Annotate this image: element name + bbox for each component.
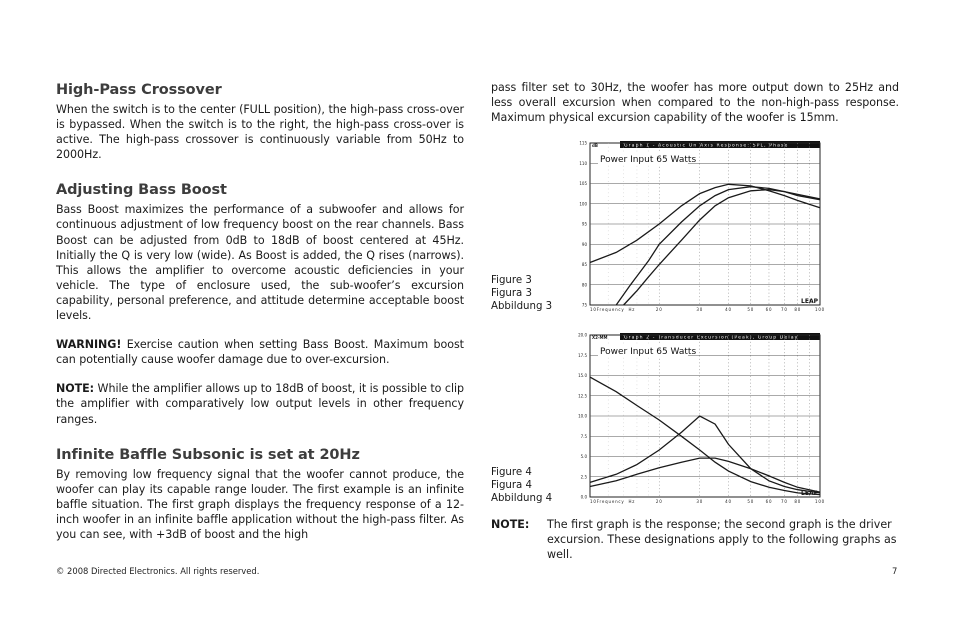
warning-text: Exercise caution when setting Bass Boost. Maximum boost can potentially cause woofer damage due to over-excursion.: [56, 338, 464, 367]
y-tick-label: 75: [581, 302, 587, 308]
y-tick-label: 10.0: [578, 413, 587, 419]
leap-logo: LEAP: [801, 490, 818, 497]
y-tick-label: 0.0: [580, 494, 587, 500]
adjusting-bass-boost-text: Bass Boost maximizes the performance of a subwoofer and allows for continuous adjustment of low frequency boost on the rear channels. Bass Boost can be adjusted from 0dB to 18dB of boost centered at 45Hz. Initially the Q is very low (wide). As Boost is added, the Q rises (narrows). This allows the amplifier to overcome acoustic deficiencies in your vehicle. The type of enclosure used, the sub-woofer’s excursion capability, personal preference, and attitude determine acceptable boost levels.: [56, 203, 464, 323]
y-tick-label: 12.5: [578, 393, 587, 399]
x-tick-label: Hz: [628, 307, 636, 312]
note-text: While the amplifier allows up to 18dB of boost, it is possible to clip the amplifier with comparatively low output levels in other frequency ranges.: [56, 382, 464, 426]
x-tick-label: Frequency: [596, 499, 625, 504]
footer-page-number: 7: [892, 566, 898, 576]
y-tick-label: 20.0: [578, 332, 587, 338]
figure-3-caption: [491, 274, 552, 313]
continued-text: pass filter set to 30Hz, the woofer has more output down to 25Hz and less overall excursion when compared to the non-high-pass response. Maximum physical excursion capability of the woofer is 15mm.: [491, 81, 899, 125]
x-tick-label: 30: [696, 499, 704, 504]
infinite-baffle-heading: Infinite Baffle Subsonic is set at 20Hz: [56, 446, 360, 463]
x-tick-label: 20: [655, 307, 663, 312]
y-tick-label: 100: [579, 201, 587, 207]
note-label: NOTE:: [56, 382, 95, 396]
y-axis-label: X2-MM: [592, 335, 608, 340]
x-tick-label: 80: [794, 307, 802, 312]
bottom-note-text: The first graph is the response; the second graph is the driver excursion. These designations apply to the following graphs as well.: [547, 518, 897, 562]
x-tick-label: 10: [590, 499, 597, 504]
figure-4-en: Figure 4: [491, 467, 532, 478]
y-tick-label: 110: [579, 160, 587, 166]
x-tick-label: 40: [725, 499, 732, 504]
x-tick-label: 70: [781, 307, 788, 312]
leap-logo: LEAP: [801, 298, 818, 305]
infinite-baffle-text: By removing low frequency signal that the woofer cannot produce, the woofer can play its capable range louder. The first example is an infinite baffle situation. The first graph displays the frequency response of a 12-inch woofer in an infinite baffle application without the high-pass filter. As you can see, with +3dB of boost and the high: [56, 467, 464, 541]
x-tick-label: 50: [747, 307, 755, 312]
warning-paragraph: [56, 337, 464, 367]
power-input-annotation: Power Input 65 Watts: [600, 347, 697, 357]
y-tick-label: 115: [579, 140, 587, 146]
x-tick-label: 50: [747, 499, 755, 504]
x-tick-label: 100: [814, 499, 826, 504]
y-tick-label: 95: [581, 221, 587, 227]
y-tick-label: 17.5: [578, 352, 587, 358]
x-tick-label: 60: [765, 307, 773, 312]
y-tick-label: 85: [581, 262, 587, 267]
x-tick-label: Frequency: [596, 307, 625, 312]
series-line-3: [624, 190, 820, 305]
y-axis-label: dB: [592, 143, 598, 148]
chart-title: Graph 2 - Transducer Excursion (Peak), Group Delay: [624, 335, 799, 341]
x-tick-label: Hz: [628, 499, 636, 504]
x-tick-label: 30: [696, 307, 704, 312]
y-tick-label: 105: [579, 181, 587, 186]
figure-4-es: Figura 4: [491, 480, 533, 491]
left-column: [56, 82, 464, 542]
x-tick-label: 60: [765, 499, 773, 504]
high-pass-crossover-text: When the switch is to the center (FULL position), the high-pass cross-over is bypassed. When the switch is to the right, the high-pass cross-over is active. The high-pass crossover is continuously variable from 50Hz to 2000Hz.: [56, 103, 464, 162]
x-tick-label: 40: [725, 307, 732, 312]
figure-4-caption: [491, 466, 552, 505]
figure-4-de: Abbildung 4: [491, 493, 553, 504]
bottom-note: [491, 517, 899, 562]
x-tick-label: 80: [794, 499, 802, 504]
y-tick-label: 80: [581, 282, 587, 288]
note-paragraph: [56, 381, 464, 426]
series-line-1: [590, 184, 820, 262]
y-tick-label: 2.5: [580, 474, 587, 480]
bottom-note-label: NOTE:: [491, 518, 530, 531]
high-pass-crossover-heading: High-Pass Crossover: [56, 82, 222, 98]
graph-1-spl-chart: [574, 137, 824, 315]
warning-label: WARNING!: [56, 338, 122, 352]
adjusting-bass-boost-heading: Adjusting Bass Boost: [56, 182, 227, 199]
footer-copyright: © 2008 Directed Electronics. All rights reserved.: [56, 566, 260, 576]
figure-3-es: Figura 3: [491, 288, 533, 299]
x-tick-label: 10: [590, 307, 597, 312]
chart-title: Graph 1 - Acoustic On Axis Response: SPL, Phase: [624, 143, 789, 149]
x-tick-label: 70: [781, 499, 788, 504]
y-tick-label: 90: [581, 241, 587, 247]
y-tick-label: 5.0: [580, 454, 587, 459]
figure-3-en: Figure 3: [491, 275, 532, 286]
figure-3-de: Abbildung 3: [491, 301, 553, 312]
graph-2-excursion-chart: [574, 329, 824, 507]
power-input-annotation: Power Input 65 Watts: [600, 155, 697, 165]
y-tick-label: 15.0: [578, 373, 587, 378]
x-tick-label: 20: [655, 499, 663, 504]
x-tick-label: 100: [814, 307, 826, 312]
right-column: [491, 80, 899, 125]
y-tick-label: 7.5: [580, 433, 587, 439]
